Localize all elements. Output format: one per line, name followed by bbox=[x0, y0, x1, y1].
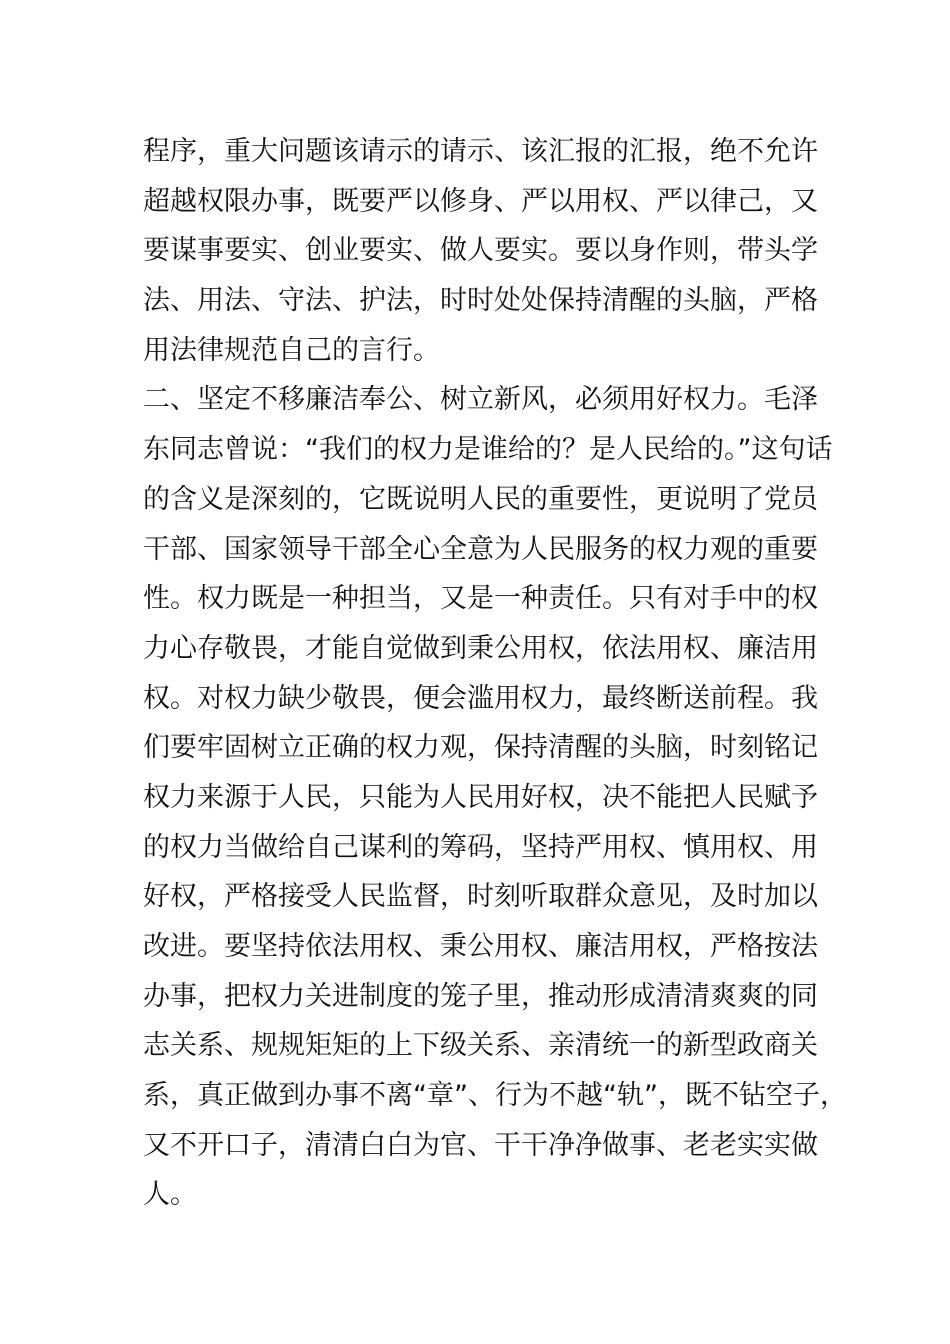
text-line: 力心存敬畏，才能自觉做到秉公用权，依法用权、廉洁用 bbox=[143, 632, 818, 664]
text-line: 用法律规范自己的言行。 bbox=[143, 334, 440, 366]
text-line: 办事，把权力关进制度的笼子里，推动形成清清爽爽的同 bbox=[143, 980, 818, 1012]
text-line: 东同志曾说：“我们的权力是谁给的？是人民给的。”这句话 bbox=[143, 434, 833, 466]
section-heading-line: 二、坚定不移廉洁奉公、树立新风，必须用好权力。毛泽 bbox=[143, 384, 818, 416]
text-line: 系，真正做到办事不离“章”、行为不越“轨”，既不钻空子， bbox=[143, 1080, 847, 1112]
text-line: 权力来源于人民，只能为人民用好权，决不能把人民赋予 bbox=[143, 781, 818, 813]
text-line: 要谋事要实、创业要实、做人要实。要以身作则，带头学 bbox=[143, 235, 818, 267]
text-line: 好权，严格接受人民监督，时刻听取群众意见，及时加以 bbox=[143, 881, 818, 913]
text-line: 志关系、规规矩矩的上下级关系、亲清统一的新型政商关 bbox=[143, 1030, 818, 1062]
text-line: 人。 bbox=[143, 1179, 197, 1211]
body-text bbox=[143, 127, 847, 1220]
text-line: 程序，重大问题该请示的请示、该汇报的汇报，绝不允许 bbox=[143, 136, 818, 167]
text-line: 干部、国家领导干部全心全意为人民服务的权力观的重要 bbox=[143, 533, 818, 565]
text-line: 的权力当做给自己谋利的筹码，坚持严用权、慎用权、用 bbox=[143, 831, 818, 863]
text-line: 改进。要坚持依法用权、秉公用权、廉洁用权，严格按法 bbox=[143, 931, 818, 962]
text-line: 们要牢固树立正确的权力观，保持清醒的头脑，时刻铭记 bbox=[143, 732, 818, 764]
text-line: 超越权限办事，既要严以修身、严以用权、严以律己，又 bbox=[143, 185, 818, 217]
text-line: 性。权力既是一种担当，又是一种责任。只有对手中的权 bbox=[143, 583, 818, 615]
text-line: 的含义是深刻的，它既说明人民的重要性，更说明了党员 bbox=[143, 483, 818, 515]
text-line: 权。对权力缺少敬畏，便会滥用权力，最终断送前程。我 bbox=[143, 682, 818, 714]
text-line: 法、用法、守法、护法，时时处处保持清醒的头脑，严格 bbox=[143, 285, 818, 317]
text-line: 又不开口子，清清白白为官、干干净净做事、老老实实做 bbox=[143, 1129, 818, 1161]
